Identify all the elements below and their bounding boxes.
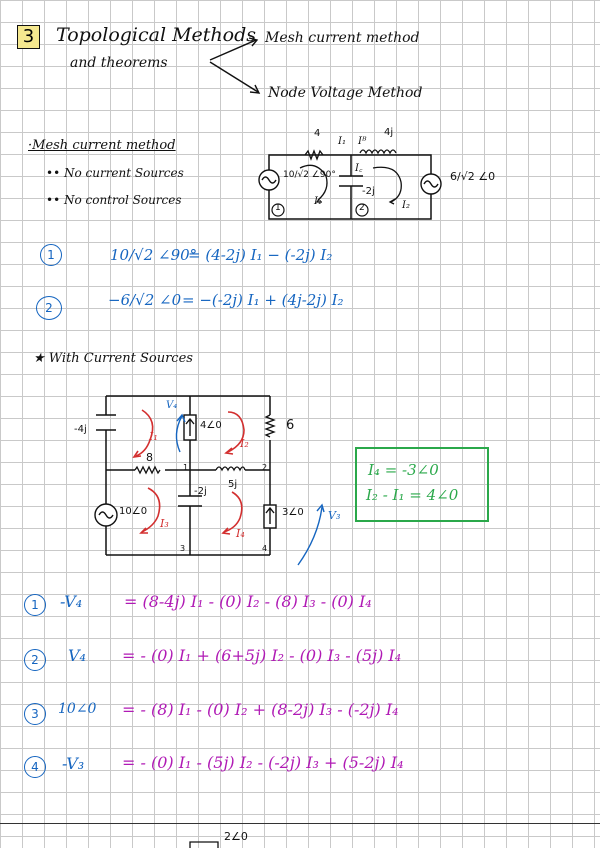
c1-node2-label: 2 (359, 203, 365, 213)
c2-v3-label: V₃ (328, 509, 341, 522)
mesh-heading: ·Mesh current method (28, 138, 176, 153)
c1-cap-label: -2j (362, 186, 375, 197)
c2-l5j-label: 5j (228, 479, 238, 490)
constraint-box (356, 448, 488, 521)
footer-fragment: 2∠0 (224, 830, 248, 843)
eq1-2-lhs: −6/√2 ∠0 (108, 291, 182, 309)
eq2-3-number: 3 (24, 703, 46, 725)
c2-mesh-i3: I₃ (160, 517, 169, 530)
constraint-line1: I₄ = -3∠0 (368, 461, 439, 479)
eq1-2-rhs: = −(-2j) I₁ + (4j-2j) I₂ (182, 291, 344, 309)
mesh-bullet-1: •• No current Sources (46, 166, 184, 180)
c1-i1-label: I₁ (338, 136, 346, 147)
title-line1: Topological Methods (56, 24, 257, 46)
c1-source-right-label: 6/√2 ∠0 (450, 170, 496, 183)
eq2-4-rhs: = - (0) I₁ - (5j) I₂ - (-2j) I₃ + (5-2j) I₄ (122, 753, 404, 772)
mesh-bullet-2: •• No control Sources (46, 193, 182, 207)
page-bottom-rule (0, 823, 600, 824)
c2-mesh-i1: I₁ (149, 430, 158, 443)
c2-r6-label: 6 (286, 418, 295, 433)
c1-mesh2-label: I₂ (402, 200, 410, 211)
c2-cs1-label: 4∠0 (200, 420, 222, 431)
constraint-line2: I₂ - I₁ = 4∠0 (366, 486, 459, 504)
c2-node2: 2 (262, 463, 268, 472)
circuit1-inductor (360, 150, 396, 153)
circuit2-current-source-top (184, 415, 196, 440)
eq1-1-rhs: = (4-2j) I₁ − (-2j) I₂ (188, 246, 333, 264)
eq2-1-lhs: -V₄ (60, 592, 83, 611)
eq2-3-lhs: 10∠0 (58, 701, 97, 717)
c2-v4-label: V₄ (166, 400, 178, 411)
circuit2-inductor-5j (216, 467, 245, 470)
c1-l-label: 4j (384, 127, 394, 138)
eq2-2-number: 2 (24, 649, 46, 671)
c2-source-label: 10∠0 (119, 506, 148, 517)
eq1-2-number: 2 (36, 296, 62, 320)
eq2-2-lhs: V₄ (68, 646, 86, 665)
c2-r8-label: 8 (146, 451, 153, 464)
circuit2-voltage-source (95, 504, 117, 526)
c2-mesh-i2: I₂ (240, 437, 249, 450)
c2-node3: 3 (180, 544, 186, 553)
c2-node1: 1 (183, 463, 189, 472)
c2-cs2-label: 3∠0 (282, 507, 304, 518)
c2-node4: 4 (262, 544, 268, 553)
c1-r-label: 4 (314, 128, 321, 139)
circuit1-source-right (421, 174, 441, 194)
circuit1-source-left (259, 170, 279, 190)
with-sources-heading: ★ With Current Sources (33, 351, 193, 366)
eq2-2-rhs: = - (0) I₁ + (6+5j) I₂ - (0) I₃ - (5j) I₄ (122, 646, 402, 665)
eq2-1-rhs: = (8-4j) I₁ - (0) I₂ - (8) I₃ - (0) I₄ (124, 592, 372, 611)
c1-node1-label: 1 (275, 203, 281, 213)
circuit2-current-source-right (264, 505, 276, 528)
c2-cap-mid-label: -2j (194, 486, 207, 497)
branch-bottom-label: Node Voltage Method (268, 85, 423, 101)
c1-ic-label: I꜀ (355, 163, 363, 174)
title-line2: and theorems (70, 55, 168, 71)
circuit2-resistor-8 (135, 467, 160, 473)
c2-cap-top-label: -4j (74, 424, 87, 435)
circuit2-resistor-6 (266, 415, 274, 437)
eq1-1-lhs: 10/√2 ∠90° (110, 246, 198, 264)
c1-ib-label: Iᴮ (358, 136, 367, 147)
eq2-3-rhs: = - (8) I₁ - (0) I₂ + (8-2j) I₃ - (-2j) I₄ (122, 700, 399, 719)
c1-source-left-label: 10/√2 ∠90° (283, 170, 336, 180)
eq2-4-number: 4 (24, 756, 46, 778)
branch-arrows (210, 38, 259, 93)
branch-top-label: Mesh current method (265, 30, 420, 46)
c2-mesh-i4: I₄ (236, 527, 245, 540)
section-number: 3 (22, 26, 35, 47)
c1-mesh1-label: I₁ (314, 196, 322, 207)
eq2-1-number: 1 (24, 594, 46, 616)
footer-fragment-box (190, 842, 218, 848)
eq1-1-number: 1 (40, 244, 62, 266)
eq2-4-lhs: -V₃ (62, 754, 85, 773)
